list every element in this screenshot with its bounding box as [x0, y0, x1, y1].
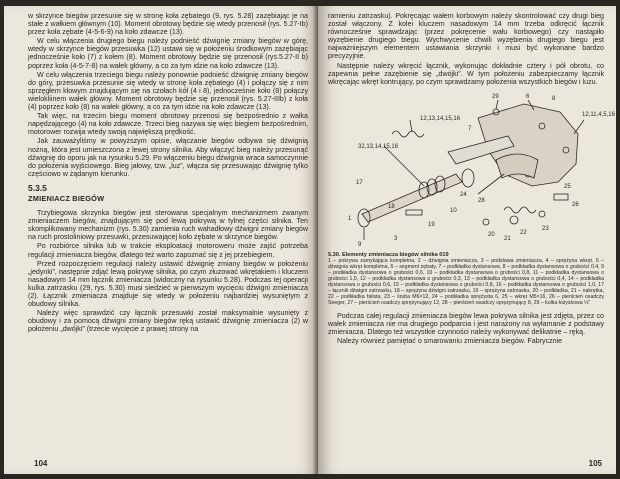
caption-title: 5.30. Elementy zmieniacza biegów silnika 019 — [328, 251, 449, 258]
paragraph: Po rozbiórce silnika lub w trakcie eksploatacji motoroweru może zajść potrzeba regulacji zmieniacza biegów, dlatego też warto zapoznać się z jej przebiegiem. — [28, 242, 308, 259]
figure-label: 20 — [488, 231, 495, 238]
paragraph: ramieniu zatrzasku). Pokręcając wałem korbowym należy skontrolować czy drugi bieg został włączony. Z kolei kluczem nasadowym 14 mm trzeba odkręcić łącznik równocześnie sprawdzając (przez pokręcenie wału korbowego) czy nastąpiło wyzębienie drugiego biegu. Wychwycenie chwili wyzębienia drugiego biegu jest najważniejszym elementem ustawiania skrzynki i musi być wykonane bardzo precyzyjnie. — [328, 12, 604, 61]
exploded-view-figure — [328, 90, 615, 250]
figure-label: 8 — [552, 95, 556, 102]
paragraph: W celu włączenia drugiego biegu należy podnieść dźwignię zmiany biegów w górę, wtedy w skrzynce biegów przesuwka (12) ustawi się w położeniu środkowym zazębiając jednocześnie koło (7) z kołem (8). Moment obrotowy będzie się przenosił (rys.5.27-II b) poprzez koła (4-5-7-8) na wałek główny, a co za tym idzie na koło zdawcze (13). — [28, 37, 308, 70]
page-number: 105 — [588, 458, 602, 468]
figure-label: 18 — [388, 203, 395, 210]
figure-label: 24 — [460, 191, 467, 198]
figure-label: 1 — [348, 215, 352, 222]
figure-label: 10 — [450, 207, 457, 214]
section-number: 5.3.5 — [28, 182, 47, 193]
figure-caption — [328, 252, 604, 306]
paragraph: Następnie należy wkręcić łącznik, wykonując dokładnie cztery i pół obrotu, co zapewnia pełne zazębienie się „dwójki”. W tym położeniu zabezpieczamy łącznik wkręcając wkręt kontrujący, po czym sprawdzamy położenia wszystkich biegów i luzu. — [328, 61, 604, 86]
paragraph: w skrzynce biegów przesunie się w stronę koła zębatego (9, rys. 5.28) zazębiając je na stałe z wałkiem głównym (10). Moment obrotowy będzie się wtedy przenosił (rys. 5.27-Ib) przez koła zębate (4-5-6-9) na koło zdawcze (13). — [28, 12, 308, 37]
figure-label: 22 — [520, 229, 527, 236]
figure-label: 7 — [468, 125, 472, 132]
figure-label: 6 — [526, 93, 530, 100]
section-title: ZMIENIACZ BIEGÓW — [28, 193, 105, 203]
figure-label: 29 — [492, 93, 499, 100]
caption-text: 1 – pokrywa zamykająca kompletna, 2 – dźwignia zmieniacza, 3 – podstawa zmieniacza, 4 – sprężyna wkręt, 5 – dźwignia wkręt kompletna, 6 – segment zębaty, 7 – podkładka dystansowa, 8 – podkładka dystansowa o grubości 0,4, 9 – podkładka dystansowa o grubości 0,6, 10 – podkładka dystansowa o grubości 0,8, 11 – podkładka dystansowa o grubości 1,0, 12 – podkładka dystansowa o grubości 0,3, 13 – podkładka dystansowa o grubości 0,4, 14 – podkładka dystansowa o grubości 0,6, 15 – podkładka dystansowa o grubości 0,8, 16 – podkładka dystansowa o grubości 1,0, 17 – łącznik dźwigni zatrzasku, 18 – sprężyna dźwigni zatrzasku, 19 – sprężyna zatrzasku, 20 – podkładka, 21 – nakrętka, 22 – podkładka falista, 23 – śruba M6×12, 24 – podkładka sprężysta 6, 25 – wkręt M5×16, 26 – pierścień osadczy Seeger, 27 – pierścień osadczy sprężynujący 12, 28 – pierścień osadczy sprężynujący 8, 29 – kulka łożyskowa ⅛" — [328, 257, 604, 306]
paragraph: Tak więc, na trzecim biegu moment obrotowy przenosi się bezpośrednio z wałka napędzającego (4) na koło zdawcze. Trzeci bieg nazywa się więc biegiem bezpośrednim, motorower rozwija wtedy swoją największą prędkość. — [28, 112, 308, 137]
figure-label: 17 — [356, 179, 363, 186]
right-page — [318, 6, 616, 474]
paragraph: Trzybiegowa skrzynka biegów jest sterowana specjalnym mechanizmem zwanym zmieniaczem biegów, znajdującym się pod lewą pokrywą w tylnej części silnika. Ten skomplikowany mechanizm (rys. 5.30) zamienia ruch wahadłowy dźwigni zmiany biegów na ruch prostoliniowy przesuwki, przesuwającej koło zębate w skrzynce biegów. — [28, 209, 308, 242]
paragraph: Jak zauważyliśmy w powyższym opisie, włączanie biegów odbywa się dźwignią nożną, która jest umieszczona z lewej strony silnika. Aby włączyć bieg należy przesunąć dźwignię do oporu jak na rysunku 5.29. Po włączeniu biegu dźwignia wraca samoczynnie do położenia wyjściowego. Bieg jałowy, tzw. „luz”, włącza się przesuwając dźwignię tylko częściowo w żądanym kierunku. — [28, 137, 308, 178]
figure-label: 3 — [394, 235, 398, 242]
figure-label: 12,11,4,5,16 — [582, 111, 615, 118]
gear-changer-drawing — [328, 90, 615, 250]
paragraph: Należy więc sprawdzić czy łącznik przesuwki został maksymalnie wysunięty z obudowy i za pomocą dźwigni zmiany biegów ręką ustawić dźwignię zmieniacza (2) w położeniu „dwójki” (trzecie wycięcie z prawej strony na — [28, 309, 308, 334]
figure-label: 28 — [478, 197, 485, 204]
figure-label: 32,13,14,15,16 — [358, 143, 399, 150]
figure-label: 26 — [572, 201, 579, 208]
figure-label: 23 — [542, 225, 549, 232]
figure-label: 12,13,14,15,16 — [420, 115, 461, 122]
figure-label: 25 — [564, 183, 571, 190]
paragraph: Podczas całej regulacji zmieniacza biegów lewa pokrywa silnika jest zdjęta, przez co wałek zmieniacza nie ma drugiego podparcia i jest narażony na wyłamanie z podstawy zmieniacza. Dlatego też wszystkie czynności należy wykonywać delikatnie – ręką. — [328, 311, 604, 337]
page-number: 104 — [34, 458, 48, 468]
figure-label: 21 — [504, 235, 511, 242]
paragraph: Przed rozpoczęciem regulacji należy ustawić dźwignię zmiany biegów w położeniu „jedynki”, następnie zdjąć lewą pokrywę silnika, po czym złuzować wkrętakiem i kluczem nasadowym 14 mm łącznik zmieniacza (widoczny na rysunku 5.28). Podczas tej operacji kulka zatrzasku (29, rys. 5.30) musi siedzieć w pierwszym wycięciu dźwigni zmieniacza (2). Łącznik zmieniacza znajduje się wtedy w położeniu najbardziej wysuniętym z obudowy silnika. — [28, 259, 308, 309]
paragraph: Należy również pamiętać o smarowaniu zmieniacza biegów. Fabrycznie — [337, 337, 563, 346]
figure-label: 9 — [358, 241, 362, 248]
paragraph: W celu włączenia trzeciego biegu należy ponownie podnieść dźwignię zmiany biegów do góry, przesuwka przesunie się wtedy w stronę koła zębatego (4) i połączy się z nim sprzęgłem kłowym znajdującym się na czołach kół (4 i 8), jednocześnie koło (8) połączy wielokliinem wałek główny. Moment obrotowy będzie się przenosił (rys. 5.27-IIIb) z koła (4) poprzez koło (8) na wałek główny, a co za tym idzie na koło zdawcze (13). — [28, 70, 308, 112]
left-page — [4, 6, 318, 474]
figure-label: 19 — [428, 221, 435, 228]
